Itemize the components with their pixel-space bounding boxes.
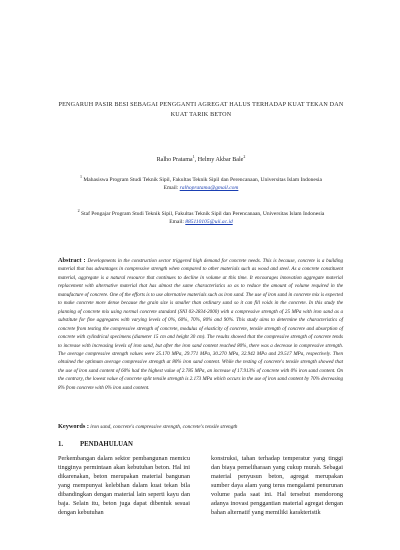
email-line xyxy=(70,184,332,193)
email-link[interactable]: 885110105@uii.ac.id xyxy=(185,219,233,226)
body-column-left: Perkembangan dalam sektor pembangunan memicu tingginya permintaan akan kebutuhan beton. Hal ini dikarenakan, beton merupakan material bangunan yang mempunyai kelebihan dalam kuat tekan bila dibandingkan dengan material lain seperti kayu dan baja. Selain itu, beton juga dapat dibentuk sesuai dengan kebutuhan xyxy=(58,455,190,516)
email-link[interactable]: ralhopratama@gmail.com xyxy=(179,185,239,192)
section-number: 1. xyxy=(58,441,64,448)
author-superscript: 2 xyxy=(243,154,246,159)
affiliation-label: Mahasiswa Program Studi Teknik Sipil, Fakultas Teknik Sipil dan Perencanaan, Universitas Islam Indonesia xyxy=(83,176,322,183)
abstract-text: Developments in the construction sector triggered high demand for concrete needs. This is because, concrete is a building material that has advantages in compressive strength when compared to other materials such as wood and steel. As a concrete constituent material, aggregate is a natural resource that continues to decline in volume at this time. It encourages innovation aggregate material replacement with alternative material that has almost the same characteristics so as to reduce the amount of volume required in the manufacture of concrete. One of the efforts is to use alternative materials such as iron sand. The use of iron sand in concrete mix is expected to make concrete more dense because the grain size is smaller than ordinary sand so it can fill voids in the concrete. In this study the planning of concrete mix using normal concrete standard (SNI 03-2834-2000) with a compressive strength of 25 MPa with iron sand as a substitute for fine aggregates with varying levels of 0%, 60%, 70%, 80% and 90%. This study aims to determine the characteristics of concrete from testing the compressive strength of concrete, modulus of elasticity of concrete, tensile strength of concrete and absorption of concrete with cylindrical specimens (diameter 15 cm and height 30 cm). The results showed that the compressive strength of concrete tends to increase with increasing levels of iron sand, but after the iron sand content reached 80%, there was a decrease in compressive strength. The average compressive strength values were 25.170 MPa, 29.771 MPa, 30.270 MPa, 32.942 MPa and 29.517 MPa, respectively. Then obtained the optimum average compressive strength at 80% iron sand content. While the testing of concrete's tensile strength showed that the use of iron sand content of 60% had the highest value of 2.785 MPa, an increase of 17.913% of concrete with 0% iron sand content. On the contrary, the lowest value of concrete split tensile strength is 2.173 MPa which occurs in the use of iron sand content by 70% decreasing 8% from concrete with 0% iron sand content. xyxy=(58,258,343,391)
author-name: Helmy Akbar Bale xyxy=(197,157,244,164)
affiliation-label: Staf Pengajar Program Studi Teknik Sipil, Fakultas Teknik Sipil dan Perencanaan, Universitas Islam Indonesia xyxy=(81,210,325,217)
author-line xyxy=(52,154,350,163)
affiliation-superscript: 2 xyxy=(77,208,80,213)
keywords-block xyxy=(58,423,343,430)
email-label: Email: xyxy=(169,219,186,226)
keywords-label: Keywords : xyxy=(58,423,89,430)
email-label: Email: xyxy=(163,185,180,192)
abstract-block xyxy=(58,257,343,392)
affiliation-1 xyxy=(70,173,332,193)
affiliation-2 xyxy=(70,207,332,227)
affiliation-text xyxy=(70,173,332,184)
affiliation-text xyxy=(70,207,332,218)
author-separator: , xyxy=(194,157,198,164)
affiliation-superscript: 1 xyxy=(80,174,83,179)
section-title: PENDAHULUAN xyxy=(80,441,133,448)
email-line xyxy=(70,218,332,227)
section-heading xyxy=(58,441,133,448)
author-name: Ralho Pratama xyxy=(156,157,193,164)
author-superscript: 1 xyxy=(192,154,195,159)
body-column-right: konstruksi, tahan terhadap temperatur yang tinggi dan biaya pemeliharaan yang cukup murah. Sebagai material penyusun beton, agregat merupakan sumber daya alam yang terus mengalami penurunan volume pada saat ini. Hal tersebut mendorong adanya inovasi penggantian material agregat dengan bahan alternatif yang memiliki karakteristik xyxy=(211,455,343,516)
abstract-label: Abstract : xyxy=(58,257,86,264)
paper-title: PENGARUH PASIR BESI SEBAGAI PENGGANTI AGREGAT HALUS TERHADAP KUAT TEKAN DAN KUAT TARIK BETON xyxy=(58,102,344,118)
keywords-text: iron sand, concrete's compressive strength, concrete's tensile strength xyxy=(90,424,238,430)
